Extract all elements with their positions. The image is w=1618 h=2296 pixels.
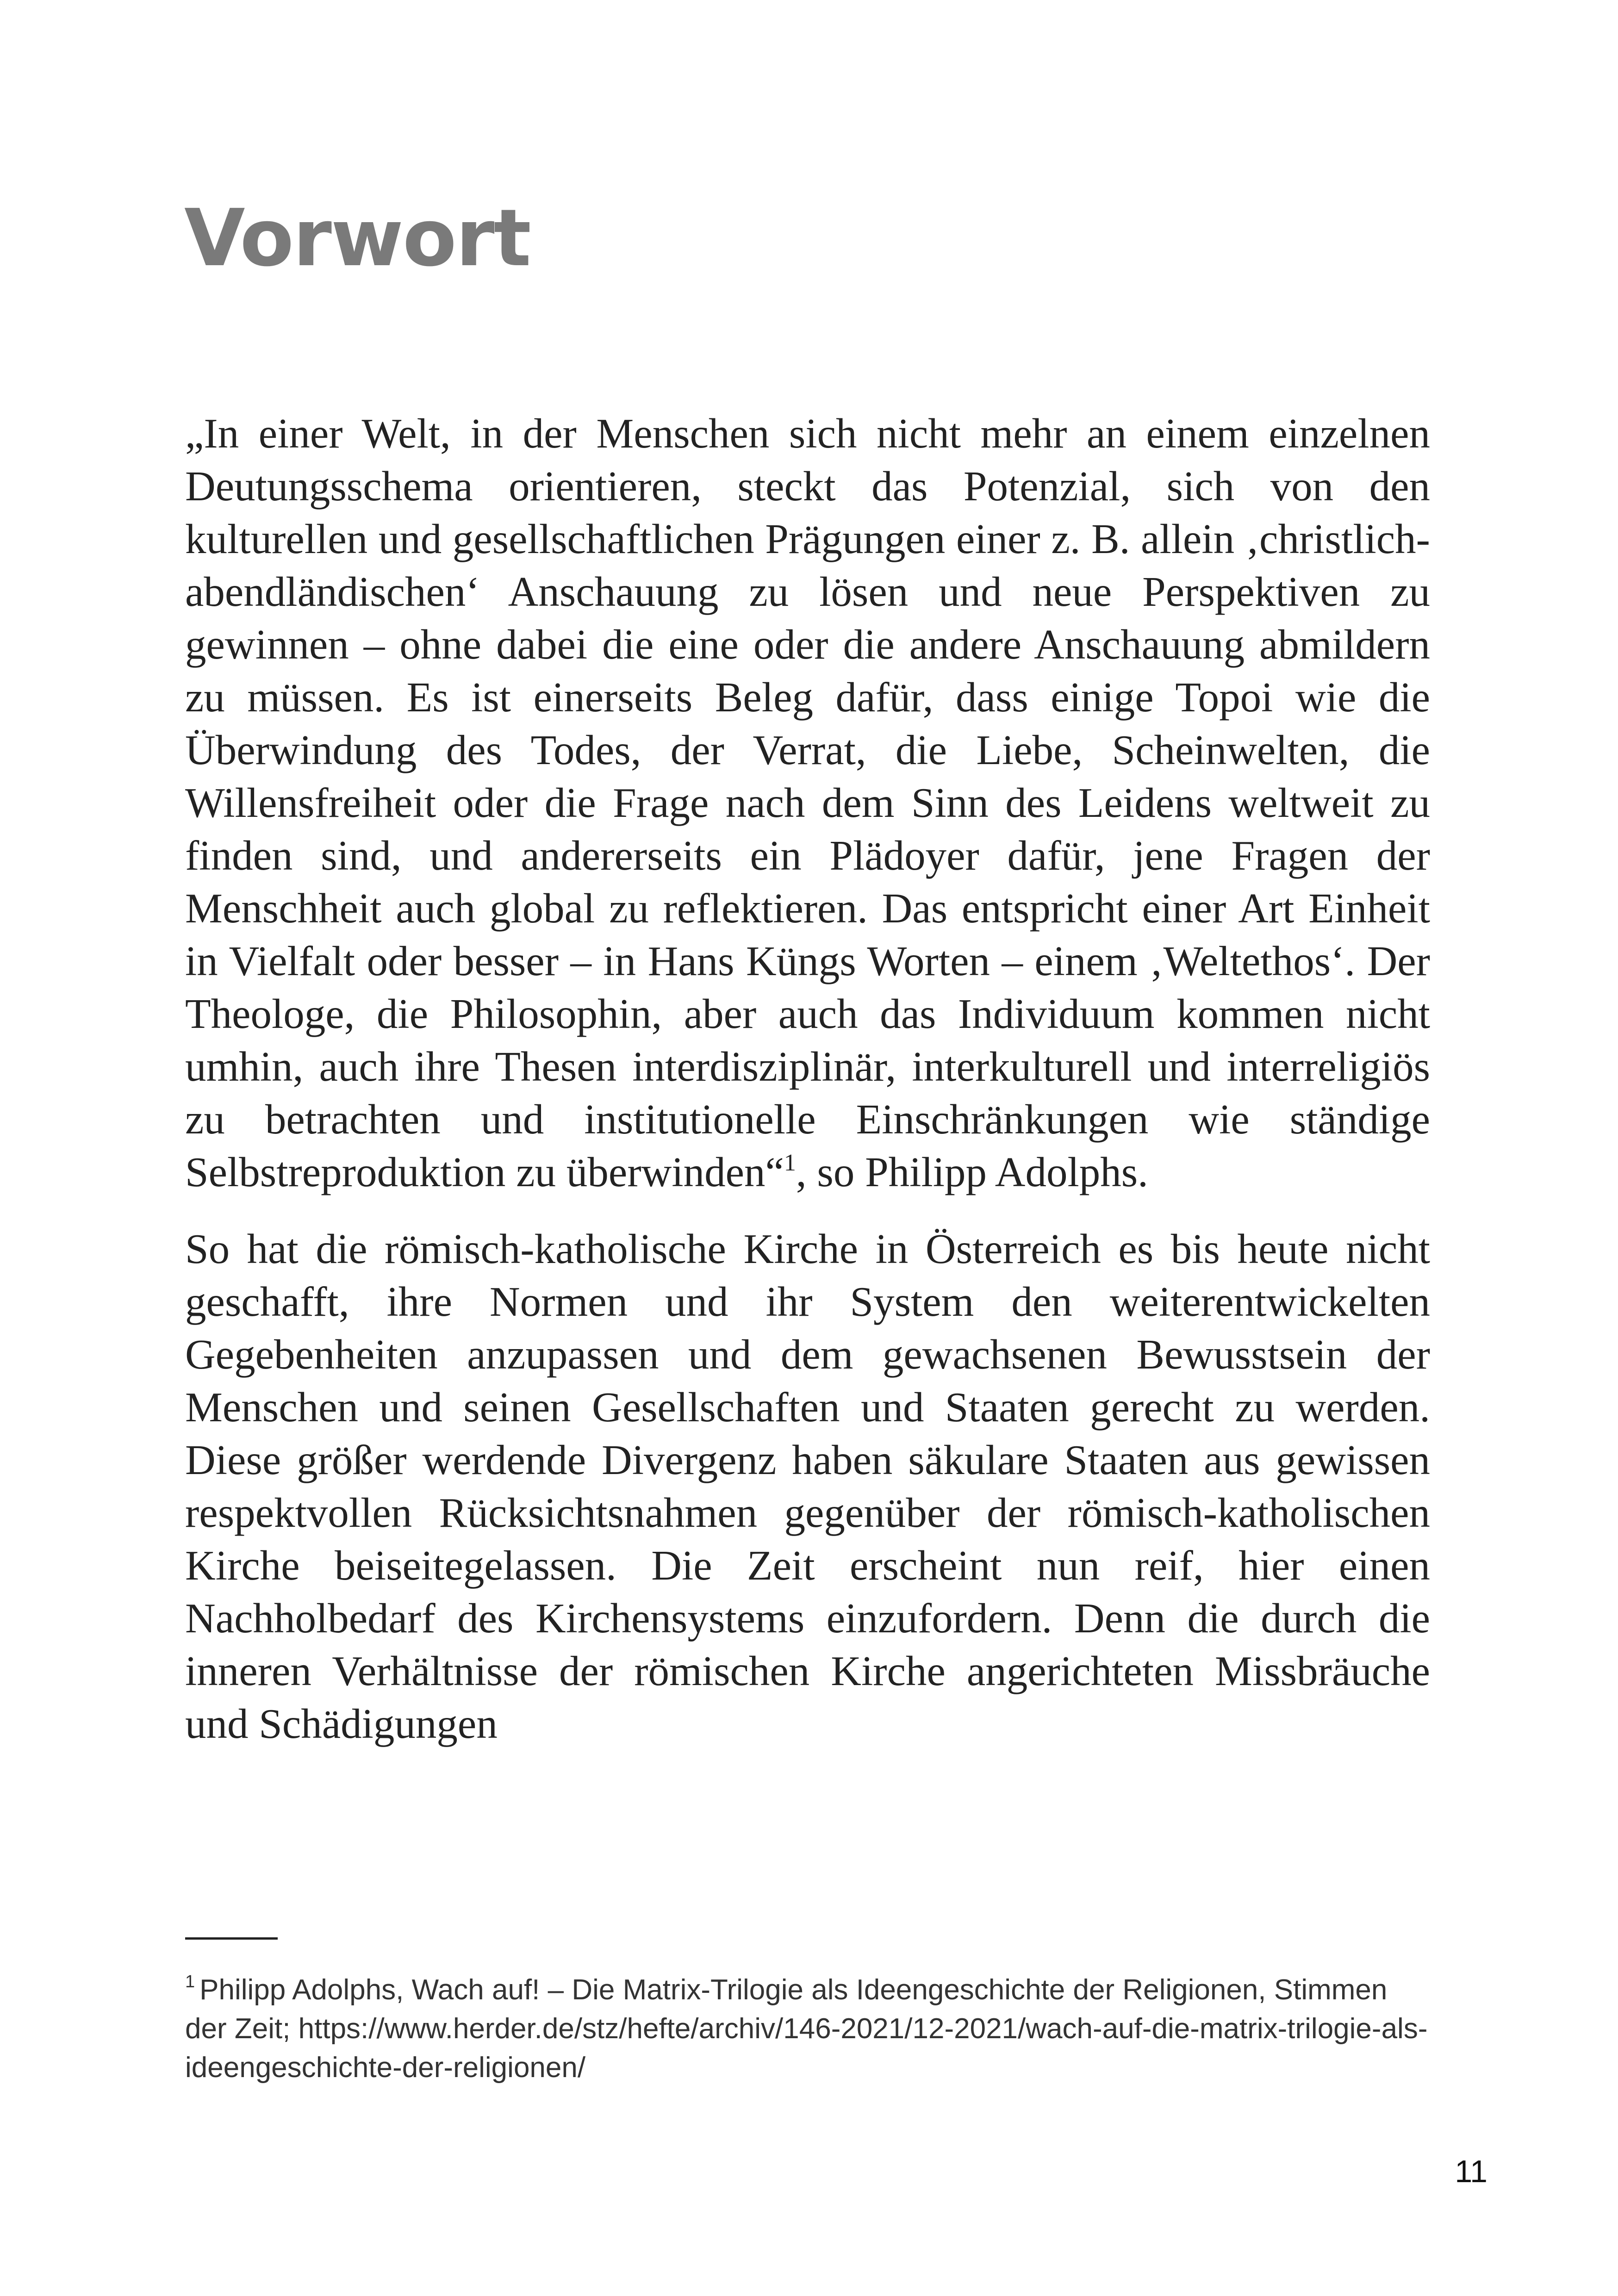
paragraph-quote: [185, 407, 1430, 1199]
paragraph-quote-attribution: , so Philipp Adolphs.: [796, 1149, 1148, 1195]
footnote-separator: [185, 1937, 278, 1940]
body-text: [185, 407, 1430, 1750]
footnote-reference[interactable]: 1: [784, 1150, 796, 1176]
page-number: 11: [1455, 2154, 1487, 2189]
chapter-title: Vorwort: [184, 193, 530, 284]
footnote: [185, 1971, 1435, 2087]
footnote-number: 1: [185, 1972, 195, 1991]
paragraph-quote-text: „In einer Welt, in der Menschen sich nicht mehr an einem einzelnen Deutungsschema orientieren, steckt das Potenzial, sich von den kulturellen und gesellschaftlichen Prägungen einer z. B. allein ‚christlich-abendländischen‘ Anschauung zu lösen und neue Perspektiven zu gewinnen – ohne dabei die eine oder die andere Anschauung abmildern zu müssen. Es ist einerseits Beleg dafür, dass einige Topoi wie die Überwindung des Todes, der Verrat, die Liebe, Scheinwelten, die Willensfreiheit oder die Frage nach dem Sinn des Leidens weltweit zu finden sind, und andererseits ein Plädoyer dafür, jene Fragen der Menschheit auch global zu reflektieren. Das entspricht einer Art Einheit in Vielfalt oder besser – in Hans Küngs Worten – einem ‚Weltethos‘. Der Theologe, die Philosophin, aber auch das Individuum kommen nicht umhin, auch ihre Thesen interdisziplinär, interkulturell und interreligiös zu betrachten und institutionelle Einschränkungen wie ständige Selbstreproduktion zu überwinden“: [185, 410, 1430, 1195]
footnote-text: Philipp Adolphs, Wach auf! – Die Matrix-Trilogie als Ideengeschichte der Religionen, Stimmen der Zeit; https://www.herder.de/stz/hefte/archiv/146-2021/12-2021/wach-auf-die-matrix-trilogie-als-ideengeschichte-der-religionen/: [185, 1974, 1428, 2084]
paragraph-second: So hat die römisch-katholische Kirche in Österreich es bis heute nicht geschafft, ihre Normen und ihr System den weiterentwickelten Gegebenheiten anzupassen und dem gewachsenen Bewusstsein der Menschen und seinen Gesellschaften und Staaten gerecht zu werden. Diese größer werdende Divergenz haben säkulare Staaten aus gewissen respektvollen Rücksichtsnahmen gegenüber der römisch-katholischen Kirche beiseitegelassen. Die Zeit erscheint nun reif, hier einen Nachholbedarf des Kirchensystems einzufordern. Denn die durch die inneren Verhältnisse der römischen Kirche angerichteten Missbräuche und Schädigungen: [185, 1226, 1430, 1747]
